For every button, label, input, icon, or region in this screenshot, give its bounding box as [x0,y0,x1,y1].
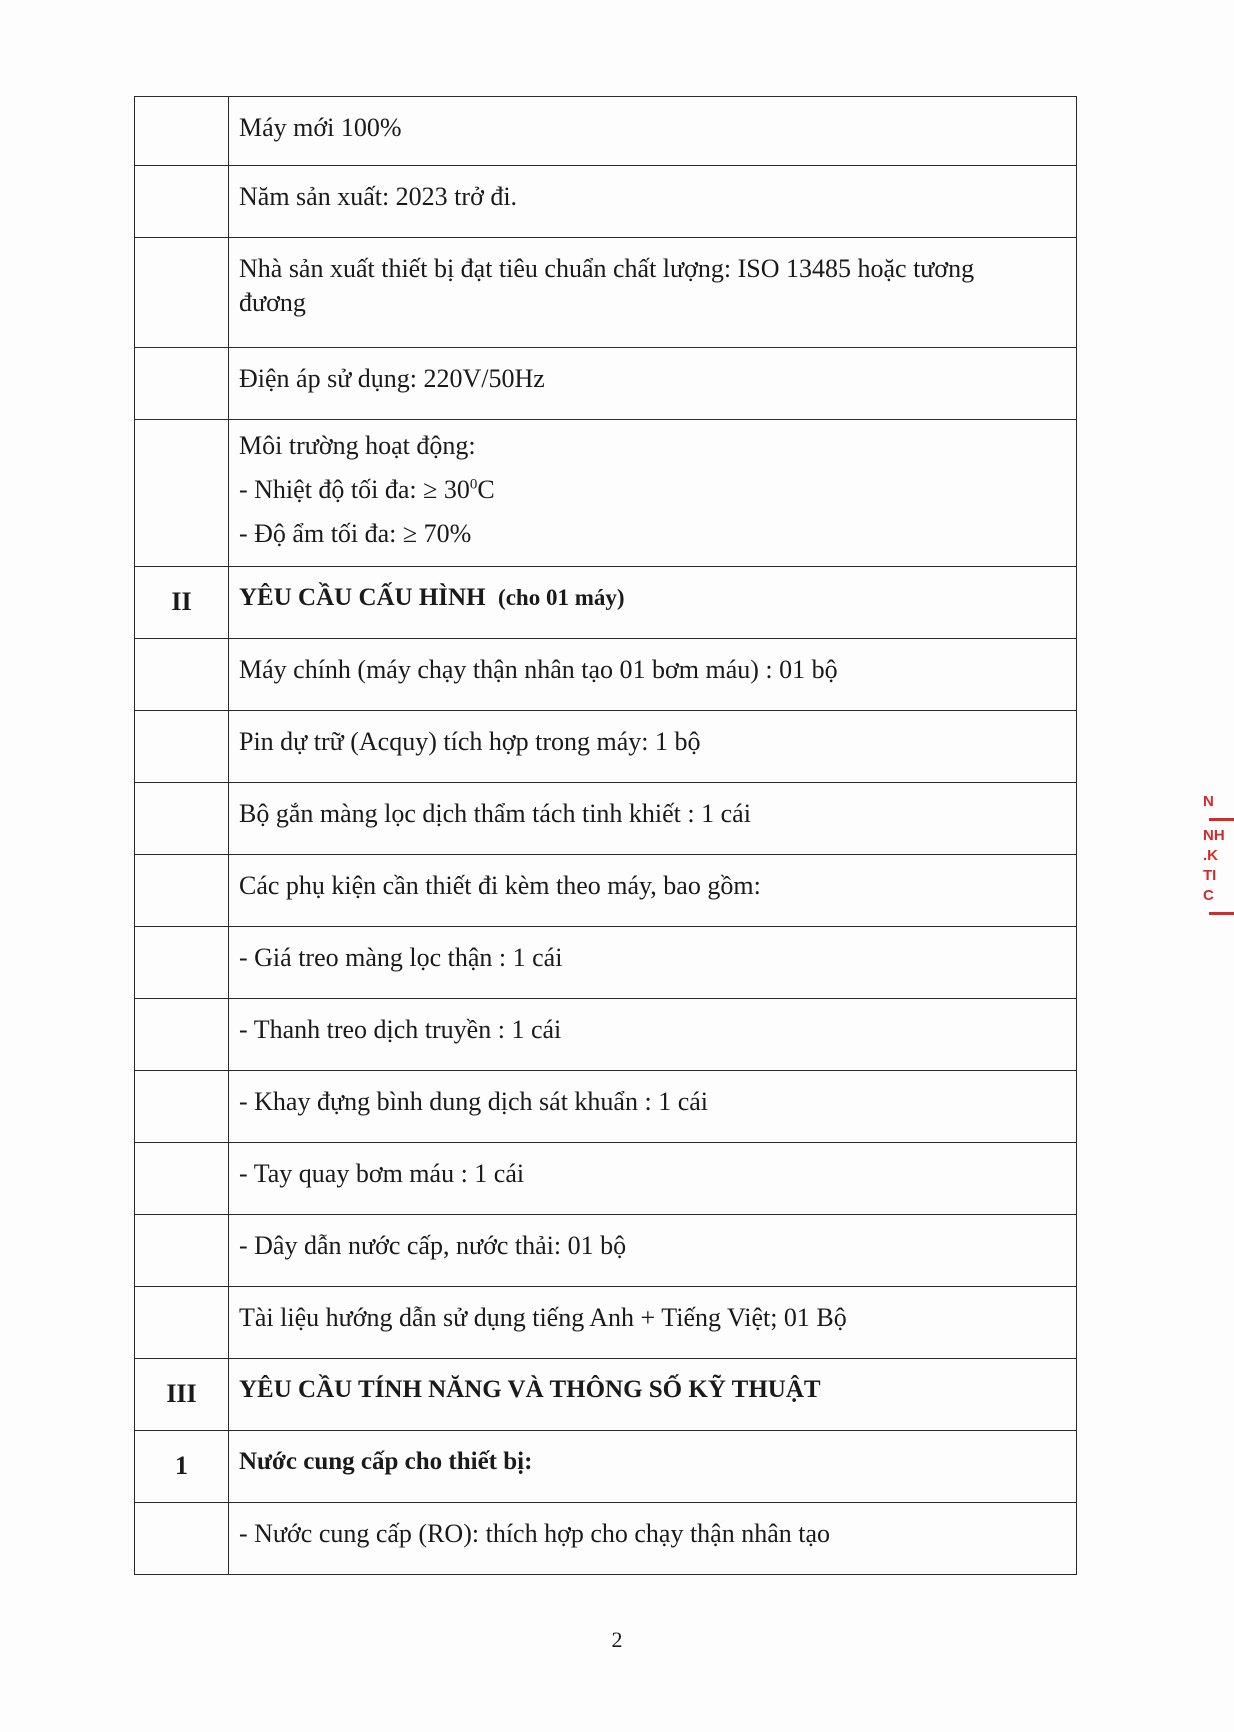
stamp-text: N [1203,793,1214,810]
row-text [229,420,1077,567]
row-number [135,166,229,238]
table-row [135,1215,1077,1287]
row-text [229,783,1077,855]
table-row [135,348,1077,420]
row-number [135,420,229,567]
row-number [135,97,229,166]
row-text [229,639,1077,711]
subsection-heading: Nước cung cấp cho thiết bị: [239,1448,533,1475]
stamp-text: TI [1203,867,1217,884]
section-heading: YÊU CẦU TÍNH NĂNG VÀ THÔNG SỐ KỸ THUẬT [239,1376,821,1403]
row-text [229,1431,1077,1503]
row-number [135,1503,229,1575]
table-row [135,238,1077,348]
row-line: - Tay quay bơm máu : 1 cái [239,1159,525,1188]
row-text [229,567,1077,639]
table-row [135,1071,1077,1143]
row-text [229,1071,1077,1143]
stamp-text: NH [1203,827,1225,844]
section-subheading: (cho 01 máy) [498,585,625,610]
env-humidity: - Độ ẩm tối đa: ≥ 70% [239,519,472,548]
stamp-text: .K [1203,847,1218,864]
row-number [135,238,229,348]
row-number [135,927,229,999]
row-text [229,1143,1077,1215]
row-line: - Thanh treo dịch truyền : 1 cái [239,1015,562,1044]
table-row [135,1503,1077,1575]
table-row [135,1287,1077,1359]
table-row [135,1431,1077,1503]
stamp-fragment [1203,792,1234,992]
row-number [135,1215,229,1287]
table-row [135,1143,1077,1215]
row-number [135,855,229,927]
row-number: II [135,567,229,639]
stamp-rule [1209,818,1234,821]
row-line: Bộ gắn màng lọc dịch thẩm tách tinh khiết : 1 cái [239,799,751,828]
row-number [135,1071,229,1143]
table-row [135,166,1077,238]
table-row [135,97,1077,166]
row-text [229,999,1077,1071]
row-text [229,238,1077,348]
row-number [135,783,229,855]
row-line: Pin dự trữ (Acquy) tích hợp trong máy: 1 bộ [239,727,701,756]
table-row [135,927,1077,999]
row-line: đương [239,288,306,317]
table-row [135,999,1077,1071]
table-row [135,1359,1077,1431]
row-number: 1 [135,1431,229,1503]
env-temperature [239,468,1064,512]
table-row [135,639,1077,711]
row-line: Điện áp sử dụng: 220V/50Hz [239,364,545,393]
row-line: Các phụ kiện cần thiết đi kèm theo máy, bao gồm: [239,871,761,900]
env-temperature-unit: C [477,475,495,504]
row-text [229,927,1077,999]
row-text [229,348,1077,420]
row-line: Tài liệu hướng dẫn sử dụng tiếng Anh + Tiếng Việt; 01 Bộ [239,1303,847,1332]
row-number [135,711,229,783]
env-temperature-label: - Nhiệt độ tối đa: ≥ 30 [239,475,470,504]
row-text [229,1287,1077,1359]
stamp-rule [1209,912,1234,915]
page-number: 2 [611,1627,623,1652]
row-text [229,1503,1077,1575]
row-number [135,1143,229,1215]
row-text [229,166,1077,238]
row-number [135,348,229,420]
row-line: Máy chính (máy chạy thận nhân tạo 01 bơm máu) : 01 bộ [239,655,838,684]
row-number [135,999,229,1071]
row-number [135,639,229,711]
row-number [135,1287,229,1359]
table-row [135,711,1077,783]
row-line: Năm sản xuất: 2023 trở đi. [239,182,518,211]
section-heading: YÊU CẦU CẤU HÌNH [239,584,486,611]
row-line: - Dây dẫn nước cấp, nước thải: 01 bộ [239,1231,627,1260]
row-text [229,855,1077,927]
row-text [229,711,1077,783]
row-line: - Khay đựng bình dung dịch sát khuẩn : 1 cái [239,1087,709,1116]
row-number: III [135,1359,229,1431]
row-text [229,1215,1077,1287]
table-row [135,855,1077,927]
table-row [135,420,1077,567]
row-text [229,1359,1077,1431]
table-row [135,567,1077,639]
row-line: Nhà sản xuất thiết bị đạt tiêu chuẩn chất lượng: ISO 13485 hoặc tương [239,254,975,283]
env-temperature-degree: 0 [469,476,478,493]
row-line: Máy mới 100% [239,113,402,142]
specification-table [134,96,1077,1575]
stamp-text: C [1203,887,1214,904]
table-row [135,783,1077,855]
row-line: - Nước cung cấp (RO): thích hợp cho chạy thận nhân tạo [239,1519,831,1548]
row-line: - Giá treo màng lọc thận : 1 cái [239,943,563,972]
row-line: Môi trường hoạt động: [239,431,476,460]
row-text [229,97,1077,166]
